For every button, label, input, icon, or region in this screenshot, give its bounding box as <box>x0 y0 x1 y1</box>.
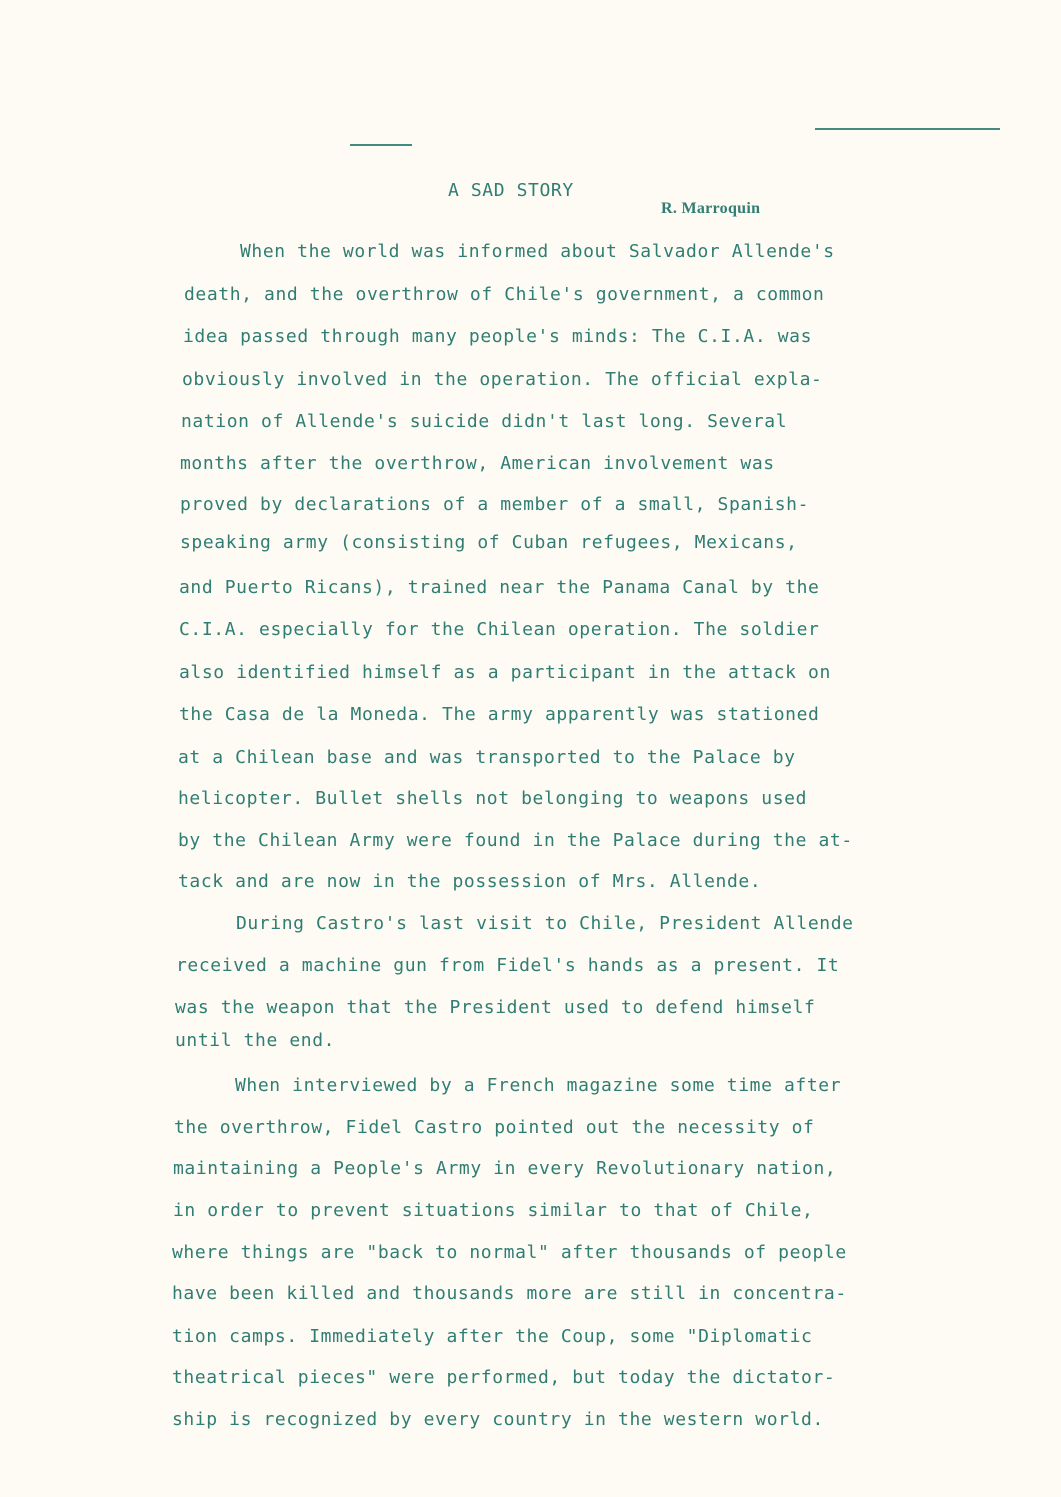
text-line: When interviewed by a French magazine some time after <box>235 1075 842 1096</box>
text-line: nation of Allende's suicide didn't last long. Several <box>181 411 788 432</box>
text-line: During Castro's last visit to Chile, President Allende <box>236 913 854 934</box>
text-line: by the Chilean Army were found in the Palace during the at- <box>178 830 853 851</box>
document-title: A SAD STORY <box>448 180 574 201</box>
text-line: months after the overthrow, American involvement was <box>180 453 775 474</box>
text-line: theatrical pieces" were performed, but today the dictator- <box>172 1367 836 1388</box>
text-line: until the end. <box>175 1030 336 1051</box>
text-line: in order to prevent situations similar to that of Chile, <box>173 1200 814 1221</box>
ink-mark-left <box>350 144 412 146</box>
text-line: ship is recognized by every country in the western world. <box>172 1409 824 1430</box>
text-line: and Puerto Ricans), trained near the Panama Canal by the <box>179 577 820 598</box>
text-line: proved by declarations of a member of a small, Spanish- <box>180 494 810 515</box>
text-line: helicopter. Bullet shells not belonging to weapons used <box>178 788 808 809</box>
text-line: have been killed and thousands more are still in concentra- <box>172 1283 847 1304</box>
text-line: idea passed through many people's minds: The C.I.A. was <box>183 326 813 347</box>
text-line: also identified himself as a participant in the attack on <box>179 662 831 683</box>
text-line: where things are "back to normal" after thousands of people <box>172 1242 847 1263</box>
text-line: obviously involved in the operation. The official expla- <box>182 369 823 390</box>
text-line: When the world was informed about Salvador Allende's <box>240 241 835 262</box>
text-line: the overthrow, Fidel Castro pointed out the necessity of <box>174 1117 815 1138</box>
text-line: tack and are now in the possession of Mrs. Allende. <box>178 871 762 892</box>
text-line: the Casa de la Moneda. The army apparently was stationed <box>179 704 820 725</box>
text-line: at a Chilean base and was transported to the Palace by <box>178 747 796 768</box>
text-line: death, and the overthrow of Chile's government, a common <box>184 284 825 305</box>
text-line: maintaining a People's Army in every Revolutionary nation, <box>173 1158 837 1179</box>
text-line: received a machine gun from Fidel's hands as a present. It <box>176 955 840 976</box>
text-line: was the weapon that the President used to defend himself <box>175 997 816 1018</box>
text-line: tion camps. Immediately after the Coup, some "Diplomatic <box>172 1326 813 1347</box>
text-line: speaking army (consisting of Cuban refugees, Mexicans, <box>180 532 798 553</box>
ink-mark-right <box>815 128 1000 130</box>
author-signature: R. Marroquin <box>661 200 761 217</box>
text-line: C.I.A. especially for the Chilean operation. The soldier <box>179 619 820 640</box>
